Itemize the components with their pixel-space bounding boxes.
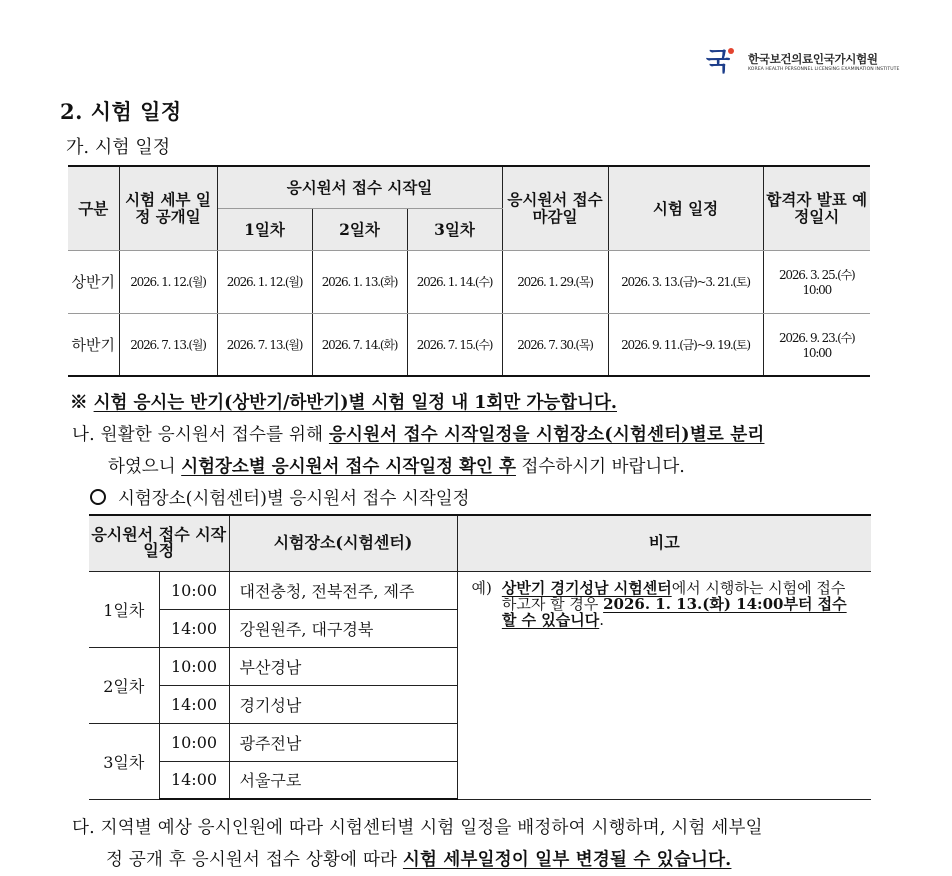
paragraph-da-line2 xyxy=(106,846,731,871)
row-exam: 2026. 9. 11.(금)~9. 19.(토) xyxy=(608,313,763,376)
slot-time: 14:00 xyxy=(159,609,229,647)
slot-place: 광주전남 xyxy=(229,723,457,761)
center-schedule-table xyxy=(89,514,871,800)
header-detail-open: 시험 세부 일정 공개일 xyxy=(119,166,217,250)
logo-mark xyxy=(706,44,746,80)
paragraph-na-emphasis1: 응시원서 접수 시작일정을 시험장소(시험센터)별로 분리 xyxy=(328,425,765,445)
remark-mid: 에서 시행하는 시험에 접수하고자 할 경우 xyxy=(501,578,846,613)
table-row xyxy=(68,313,870,376)
day-label: 1일차 xyxy=(89,571,159,647)
paragraph-da-emphasis: 시험 세부일정이 일부 변경될 수 있습니다. xyxy=(402,850,732,870)
logo-dot-icon xyxy=(728,48,734,54)
header-application-start: 응시원서 접수 시작일 xyxy=(217,166,502,208)
announce-date: 2026. 3. 25.(수) xyxy=(779,268,855,282)
header-category: 구분 xyxy=(68,166,119,250)
remark-end: . xyxy=(599,610,605,629)
row-round2: 2026. 7. 14.(화) xyxy=(312,313,407,376)
slot-time: 10:00 xyxy=(159,647,229,685)
announce-date: 2026. 9. 23.(수) xyxy=(779,330,855,345)
paragraph-da-line2-prefix: 정 공개 후 응시원서 접수 상황에 따라 xyxy=(106,850,403,870)
row-round3: 2026. 7. 15.(수) xyxy=(407,313,502,376)
row-announcement xyxy=(763,313,870,376)
row-round3: 2026. 1. 14.(수) xyxy=(407,250,502,313)
header-place: 시험장소(시험센터) xyxy=(229,515,457,571)
table-row xyxy=(68,250,870,313)
slot-place: 대전충청, 전북전주, 제주 xyxy=(229,571,457,609)
slot-place: 강원원주, 대구경북 xyxy=(229,609,457,647)
remark-text xyxy=(502,580,857,628)
notice-mark: ※ xyxy=(70,393,88,413)
slot-time: 10:00 xyxy=(159,571,229,609)
header-application-deadline: 응시원서 접수 마감일 xyxy=(502,166,608,250)
section-subtitle: 가. 시험 일정 xyxy=(66,137,171,158)
announce-time: 10:00 xyxy=(802,345,832,360)
remark-cell xyxy=(457,571,871,799)
paragraph-na-emphasis2: 시험장소별 응시원서 접수 시작일정 확인 후 xyxy=(181,457,516,477)
paragraph-na-prefix: 나. 원활한 응시원서 접수를 위해 xyxy=(72,425,329,445)
row-round1: 2026. 1. 12.(월) xyxy=(217,250,312,313)
header-announcement: 합격자 발표 예정일시 xyxy=(763,166,870,250)
paragraph-na-line1 xyxy=(72,421,765,446)
notice-text: 시험 응시는 반기(상반기/하반기)별 시험 일정 내 1회만 가능합니다. xyxy=(93,393,617,413)
row-deadline: 2026. 1. 29.(목) xyxy=(502,250,608,313)
slot-time: 14:00 xyxy=(159,685,229,723)
day-label: 2일차 xyxy=(89,647,159,723)
day-label: 3일차 xyxy=(89,723,159,799)
announce-time: 10:00 xyxy=(802,283,832,297)
paragraph-da-line1: 다. 지역별 예상 응시인원에 따라 시험센터별 시험 일정을 배정하여 시행하며, 시험 세부일 xyxy=(72,818,763,838)
row-deadline: 2026. 7. 30.(목) xyxy=(502,313,608,376)
schedule-table xyxy=(68,165,870,377)
header-remark: 비고 xyxy=(457,515,871,571)
row-exam: 2026. 3. 13.(금)~3. 21.(토) xyxy=(608,250,763,313)
paragraph-na-line2-prefix: 하였으니 xyxy=(108,457,182,477)
logo-name: 한국보건의료인국가시험원 xyxy=(748,51,878,66)
circle-bullet-icon xyxy=(90,489,106,505)
table-row xyxy=(89,571,871,609)
row-category: 상반기 xyxy=(68,250,119,313)
bullet-text: 시험장소(시험센터)별 응시원서 접수 시작일정 xyxy=(118,489,470,509)
institute-logo xyxy=(706,44,906,80)
notice xyxy=(70,389,617,414)
slot-place: 경기성남 xyxy=(229,685,457,723)
bullet-heading xyxy=(90,485,470,510)
header-exam-dates: 시험 일정 xyxy=(608,166,763,250)
header-start-schedule: 응시원서 접수 시작일정 xyxy=(89,515,229,571)
remark-emphasis2: 2026. 1. 13.(화) 14:00부터 접수할 수 있습니다 xyxy=(501,594,847,629)
paragraph-na-line2-suffix: 접수하시기 바랍니다. xyxy=(515,457,685,477)
section-title: 2. 시험 일정 xyxy=(60,99,182,124)
row-round2: 2026. 1. 13.(화) xyxy=(312,250,407,313)
header-round3: 3일차 xyxy=(407,208,502,250)
remark-label: 예) xyxy=(471,578,492,597)
row-detail-open: 2026. 1. 12.(월) xyxy=(119,250,217,313)
slot-place: 부산경남 xyxy=(229,647,457,685)
slot-place: 서울구로 xyxy=(229,761,457,799)
row-detail-open: 2026. 7. 13.(월) xyxy=(119,313,217,376)
slot-time: 10:00 xyxy=(159,723,229,761)
header-round2: 2일차 xyxy=(312,208,407,250)
slot-time: 14:00 xyxy=(159,761,229,799)
paragraph-na-line2 xyxy=(108,453,685,478)
remark-emphasis1: 상반기 경기성남 시험센터 xyxy=(501,578,672,597)
header-round1: 1일차 xyxy=(217,208,312,250)
row-round1: 2026. 7. 13.(월) xyxy=(217,313,312,376)
logo-mark-glyph: 국 xyxy=(706,47,727,76)
logo-subtitle: KOREA HEALTH PERSONNEL LICENSING EXAMINATION INSTITUTE xyxy=(748,66,900,72)
row-announcement xyxy=(763,250,870,313)
row-category: 하반기 xyxy=(68,313,119,376)
